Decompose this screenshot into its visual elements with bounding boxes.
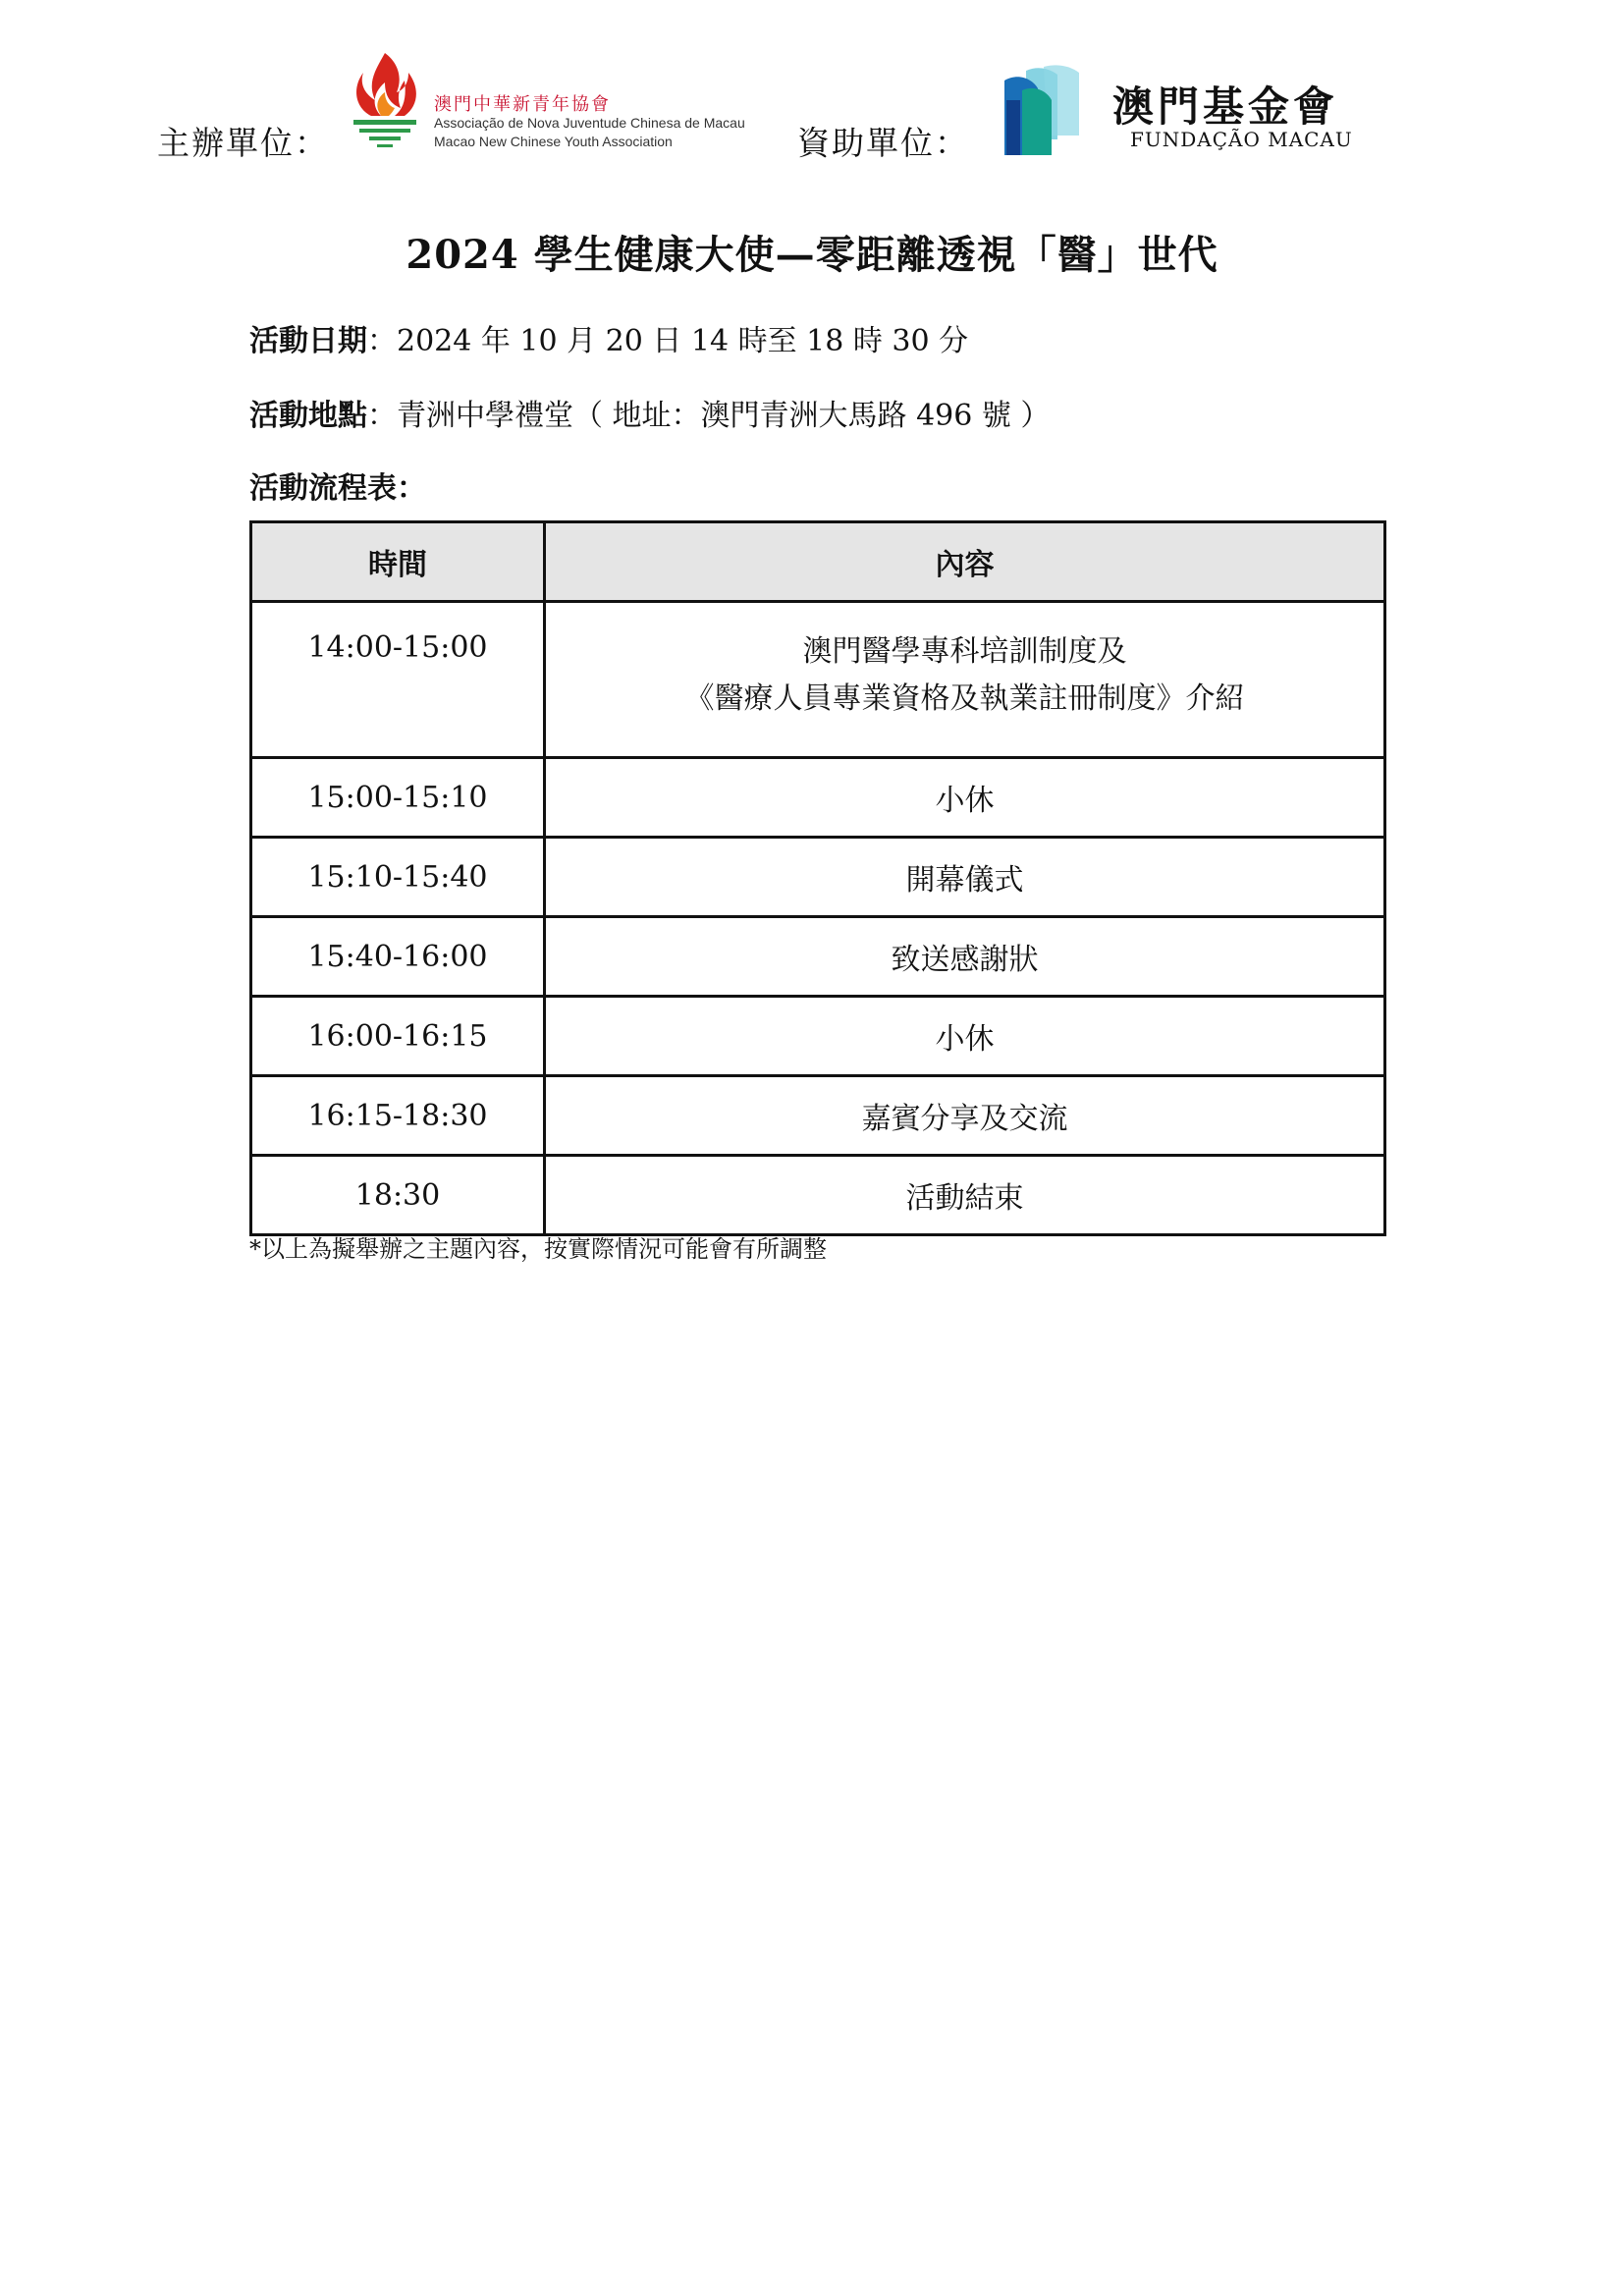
- sponsor-label: 資助單位：: [797, 124, 969, 162]
- row-time: 16:15-18:30: [251, 1076, 545, 1156]
- page-header: [0, 0, 1624, 196]
- flame-logo-icon: [346, 49, 424, 157]
- row-content: [545, 602, 1385, 758]
- row-content: 致送感謝狀: [545, 917, 1385, 997]
- row-content: 開幕儀式: [545, 838, 1385, 917]
- table-row: [251, 1156, 1385, 1235]
- table-row: [251, 602, 1385, 758]
- schedule-heading: [249, 463, 426, 507]
- row-time: 16:00-16:15: [251, 997, 545, 1076]
- date-value: ：2024 年 10 月 20 日 14 時至 18 時 30 分: [367, 324, 969, 358]
- row-content-line2: 《醫療人員專業資格及執業註冊制度》介紹: [684, 681, 1245, 716]
- venue-value: ：青洲中學禮堂（ 地址：澳門青洲大馬路 496 號 ）: [367, 399, 1051, 433]
- row-time: 15:00-15:10: [251, 758, 545, 838]
- footnote: *以上為擬舉辦之主題內容，按實際情況可能會有所調整: [249, 1235, 827, 1263]
- schedule-table: [249, 520, 1386, 1236]
- row-time: 15:40-16:00: [251, 917, 545, 997]
- table-row: [251, 838, 1385, 917]
- organizer-name-zh: 澳門中華新青年協會: [434, 94, 611, 115]
- organizer-name-en: Macao New Chinese Youth Association: [434, 134, 673, 149]
- table-row: [251, 758, 1385, 838]
- row-content: 小休: [545, 997, 1385, 1076]
- row-content: 嘉賓分享及交流: [545, 1076, 1385, 1156]
- row-time: 18:30: [251, 1156, 545, 1235]
- page-title: 2024 學生健康大使—零距離透視「醫」世代: [406, 232, 1218, 278]
- table-row: [251, 1076, 1385, 1156]
- table-row: [251, 917, 1385, 997]
- header-content: 內容: [545, 522, 1385, 602]
- sponsor-name-pt: FUNDAÇÃO MACAU: [1130, 128, 1353, 151]
- row-time: 14:00-15:00: [251, 602, 545, 758]
- schedule-label: 活動流程表：: [249, 471, 426, 506]
- table-row: [251, 997, 1385, 1076]
- sponsor-logo: [997, 61, 1409, 169]
- venue-label: 活動地點: [249, 399, 367, 433]
- organizer-label: 主辦單位：: [157, 124, 329, 162]
- sponsor-name-zh: 澳門基金會: [1112, 82, 1339, 131]
- row-content: 小休: [545, 758, 1385, 838]
- row-content-line1: 澳門醫學專科培訓制度及: [802, 634, 1127, 669]
- row-time: 15:10-15:40: [251, 838, 545, 917]
- event-date: [249, 316, 968, 359]
- organizer-name-pt: Associação de Nova Juventude Chinesa de Macau: [434, 115, 745, 131]
- organizer-logo: [346, 49, 768, 157]
- foundation-logo-icon: [997, 61, 1105, 159]
- table-header-row: [251, 522, 1385, 602]
- header-time: 時間: [251, 522, 545, 602]
- event-venue: [249, 391, 1050, 434]
- row-content: 活動結束: [545, 1156, 1385, 1235]
- date-label: 活動日期: [249, 324, 367, 358]
